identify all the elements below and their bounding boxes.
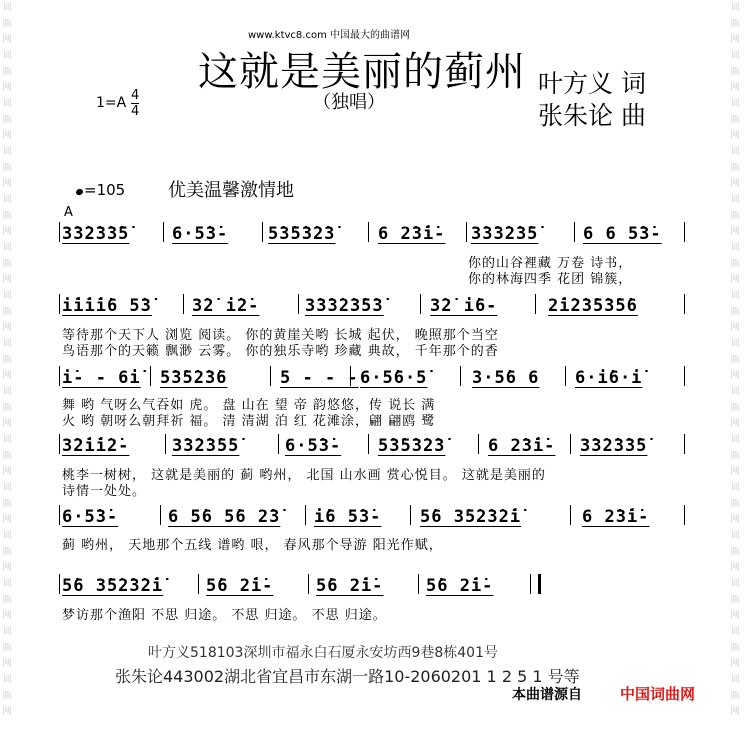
measure: i̇6 5̇3̇-: [314, 507, 382, 527]
watermark-glyph: 曲: [730, 691, 740, 701]
watermark-glyph: 词: [730, 339, 740, 349]
watermark-glyph: 曲: [730, 643, 740, 653]
lyric-line: 你的林海四季 花团 锦簇，: [468, 272, 633, 287]
watermark-glyph: 词: [730, 387, 740, 397]
measure: 5̇6 3̇5̇2̇3̇2̇i̇: [420, 507, 522, 527]
watermark-glyph: 网: [730, 371, 740, 381]
watermark-glyph: 网: [730, 323, 740, 333]
measure: 5̇6 2̇i̇-: [316, 576, 384, 596]
song-subtitle: （独唱）: [313, 92, 385, 113]
watermark-glyph: 曲: [2, 163, 12, 173]
watermark-glyph: 网: [730, 131, 740, 141]
watermark-glyph: 词: [730, 291, 740, 301]
watermark-glyph: 词: [2, 243, 12, 253]
measure: 5 - - -: [280, 368, 359, 388]
watermark-glyph: 网: [2, 131, 12, 141]
watermark-glyph: 词: [2, 99, 12, 109]
watermark-glyph: 词: [730, 579, 740, 589]
section-mark: A: [64, 205, 73, 220]
watermark-glyph: 网: [730, 83, 740, 93]
watermark-glyph: 网: [2, 467, 12, 477]
watermark-glyph: 词: [730, 627, 740, 637]
watermark-glyph: 曲: [730, 259, 740, 269]
measure: 6 5̇6 5̇6 2̇3̇: [168, 507, 281, 527]
watermark-glyph: 曲: [2, 451, 12, 461]
watermark-glyph: 曲: [2, 67, 12, 77]
measure: 3̇3̇2̇3̇5̇5̇: [172, 436, 240, 456]
watermark-glyph: 词: [730, 51, 740, 61]
watermark-glyph: 曲: [2, 307, 12, 317]
watermark-glyph: 网: [730, 179, 740, 189]
watermark-glyph: 曲: [2, 547, 12, 557]
measure: 6 6 5̇3̇-: [583, 224, 662, 244]
lyric-line: 诗情一处处。: [62, 484, 147, 499]
watermark-glyph: 词: [2, 195, 12, 205]
measure: 5̇6 3̇5̇2̇3̇2̇i̇: [62, 576, 164, 596]
watermark-glyph: 词: [2, 435, 12, 445]
lyric-line: 等待那个天下人 浏览 阅读。 你的黄崖关哟 长城 起伏， 晚照那个当空: [62, 328, 499, 343]
watermark-glyph: 词: [730, 531, 740, 541]
watermark-glyph: 曲: [730, 547, 740, 557]
watermark-glyph: 词: [2, 339, 12, 349]
watermark-glyph: 词: [2, 483, 12, 493]
measure: i̇i̇i̇i̇6 5̇3̇: [62, 296, 152, 316]
time-signature: [131, 88, 139, 119]
watermark-glyph: 网: [730, 419, 740, 429]
composer-address: 张朱论443002湖北省宜昌市东湖一路10-2060201 1 2 5 1 号等: [115, 667, 580, 686]
measure: 6 2̇3̇i̇-: [488, 436, 556, 456]
lyric-line: 你的山谷裡藏 万卷 诗书，: [468, 256, 633, 271]
measure: 3̇2̇ i̇6-: [430, 296, 498, 316]
measure: 5̇3̇5̇2̇3̇6: [160, 368, 228, 388]
watermark-glyph: 曲: [2, 19, 12, 29]
watermark-glyph: 曲: [2, 211, 12, 221]
measure: 5̇6 2̇i̇-: [426, 576, 494, 596]
lyric-line: 桃李一树树， 这就是美丽的 蓟 哟州， 北国 山水画 赏心悦目。 这就是美丽的: [62, 468, 546, 483]
measure: 5̇3̇5̇3̇2̇3̇: [268, 224, 336, 244]
lyric-line: 舞 哟 气呀么气吞如 虎。 盘 山在 望 帝 韵悠悠，传 说长 满: [62, 398, 436, 413]
watermark-glyph: 网: [2, 275, 12, 285]
source-label: 本曲谱源自: [512, 687, 582, 703]
watermark-glyph: 曲: [730, 307, 740, 317]
composer-credit: 张朱论 曲: [538, 101, 646, 130]
watermark-glyph: 曲: [2, 595, 12, 605]
quarter-note-icon: [75, 188, 84, 196]
watermark-glyph: 词: [2, 627, 12, 637]
measure: 3̇2̇i̇i̇2̇-: [62, 436, 130, 456]
tempo-marking: =105: [76, 181, 125, 199]
measure: 6·5̇6·5̇: [360, 368, 428, 388]
measure: 6 2̇3̇i̇-: [378, 224, 446, 244]
watermark-glyph: 网: [730, 563, 740, 573]
watermark-glyph: 曲: [730, 163, 740, 173]
measure: 3·5̇6 6: [472, 368, 540, 388]
watermark-glyph: 词: [730, 435, 740, 445]
watermark-glyph: 网: [730, 467, 740, 477]
watermark-glyph: 网: [2, 563, 12, 573]
watermark-glyph: 网: [2, 83, 12, 93]
measure: 3̇3̇2̇3̇3̇5̇: [580, 436, 648, 456]
watermark-glyph: 曲: [730, 355, 740, 365]
watermark-glyph: 词: [2, 291, 12, 301]
song-title: 这就是美丽的蓟州: [198, 49, 526, 95]
measure: 6 2̇3̇i̇-: [582, 507, 650, 527]
source-site: 中国词曲网: [620, 685, 696, 703]
time-top: 4: [131, 88, 140, 103]
watermark-glyph: 网: [2, 515, 12, 525]
watermark-glyph: 词: [730, 675, 740, 685]
measure: 3̇3̇3̇2̇3̇5̇: [471, 224, 539, 244]
watermark-glyph: 曲: [2, 499, 12, 509]
watermark-glyph: 词: [2, 3, 12, 13]
watermark-glyph: 词: [730, 99, 740, 109]
measure: 6·5̇3̇-: [285, 436, 342, 456]
watermark-left: [0, 0, 14, 720]
watermark-glyph: 曲: [730, 211, 740, 221]
watermark-glyph: 网: [2, 227, 12, 237]
watermark-glyph: 词: [730, 147, 740, 157]
watermark-glyph: 词: [2, 579, 12, 589]
watermark-glyph: 曲: [730, 499, 740, 509]
watermark-glyph: 网: [730, 659, 740, 669]
watermark-glyph: 词: [2, 147, 12, 157]
watermark-glyph: 词: [2, 51, 12, 61]
watermark-right: [728, 0, 742, 720]
watermark-glyph: 词: [730, 483, 740, 493]
watermark-glyph: 曲: [2, 115, 12, 125]
watermark-glyph: 词: [2, 387, 12, 397]
measure: 3̇2̇ i̇2̇-: [192, 296, 260, 316]
watermark-glyph: 网: [2, 179, 12, 189]
watermark-glyph: 网: [730, 611, 740, 621]
watermark-glyph: 网: [730, 35, 740, 45]
lyric-line: 鸟语那个的天籁 飘渺 云雾。 你的独乐寺哟 珍藏 典故， 千年那个的香: [62, 344, 499, 359]
watermark-glyph: 网: [2, 611, 12, 621]
watermark-glyph: 曲: [2, 403, 12, 413]
watermark-glyph: 曲: [730, 403, 740, 413]
measure: 6·5̇3̇-: [62, 507, 119, 527]
measure: i̇- - 6i̇: [62, 368, 141, 388]
watermark-glyph: 曲: [2, 355, 12, 365]
lyric-line: 火 哟 朝呀么朝拜祈 福。 清 清湖 泊 红 花滩涂，翩 翩鸥 鹭: [62, 414, 436, 429]
key-signature: 1=A: [96, 95, 127, 111]
watermark-glyph: 曲: [2, 643, 12, 653]
time-bottom: 4: [131, 104, 140, 119]
lyric-line: 梦访那个渔阳 不思 归途。 不思 归途。 不思 归途。: [62, 608, 387, 623]
watermark-glyph: 词: [730, 195, 740, 205]
watermark-glyph: 曲: [730, 595, 740, 605]
measure: 3̇3̇2̇3̇3̇5̇: [62, 224, 130, 244]
lyricist-address: 叶方义518103深圳市福永白石厦永安坊西9巷8栋401号: [148, 645, 498, 661]
watermark-glyph: 网: [2, 419, 12, 429]
watermark-glyph: 网: [2, 707, 12, 717]
watermark-glyph: 词: [730, 3, 740, 13]
measure: 6·5̇3̇-: [172, 224, 229, 244]
watermark-glyph: 网: [730, 707, 740, 717]
watermark-glyph: 网: [2, 323, 12, 333]
lyricist-credit: 叶方义 词: [538, 69, 646, 98]
expression-marking: 优美温馨激情地: [168, 180, 294, 201]
watermark-glyph: 曲: [730, 115, 740, 125]
watermark-glyph: 网: [2, 659, 12, 669]
watermark-glyph: 网: [2, 35, 12, 45]
measure: 5̇6 2̇i̇-: [206, 576, 274, 596]
watermark-glyph: 曲: [2, 691, 12, 701]
site-url: www.ktvc8.com 中国最大的曲谱网: [248, 30, 411, 41]
measure: 2̇i̇2̇3̇5̇3̇5̇6: [548, 296, 638, 316]
watermark-glyph: 曲: [730, 451, 740, 461]
watermark-glyph: 词: [2, 531, 12, 541]
measure: 6·i̇6·i̇: [575, 368, 643, 388]
measure: 5̇3̇5̇3̇2̇3̇: [378, 436, 446, 456]
watermark-glyph: 网: [730, 275, 740, 285]
watermark-glyph: 网: [730, 227, 740, 237]
watermark-glyph: 词: [730, 243, 740, 253]
watermark-glyph: 曲: [2, 259, 12, 269]
lyric-line: 蓟 哟州， 天地那个五线 谱哟 哏， 春风那个导游 阳光作赋，: [62, 538, 443, 553]
watermark-glyph: 网: [730, 515, 740, 525]
watermark-glyph: 网: [2, 371, 12, 381]
watermark-glyph: 曲: [730, 67, 740, 77]
watermark-glyph: 词: [2, 675, 12, 685]
measure: 3̇3̇3̇2̇3̇5̇3̇: [305, 296, 384, 316]
watermark-glyph: 曲: [730, 19, 740, 29]
